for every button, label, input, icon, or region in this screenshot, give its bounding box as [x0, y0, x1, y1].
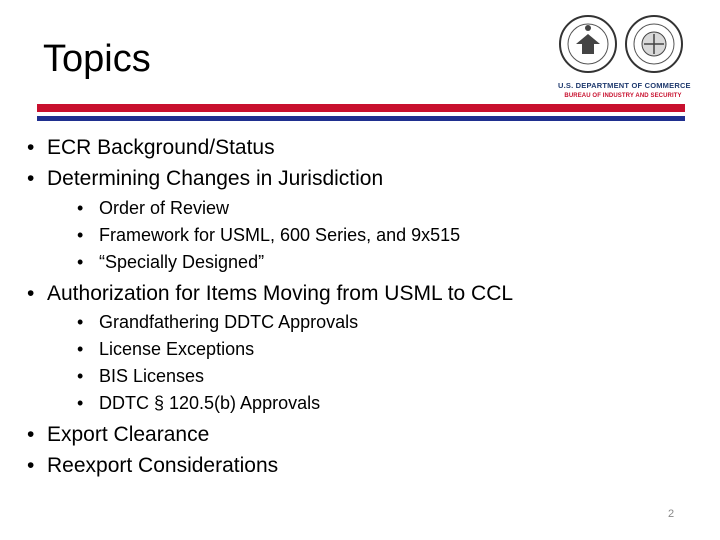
bullet-item — [27, 454, 278, 478]
logo-line1: U.S. DEPARTMENT OF COMMERCE — [558, 81, 691, 90]
bullet-dot-icon: • — [27, 454, 35, 477]
bullet-text: Reexport Considerations — [47, 454, 279, 477]
doc-logo — [558, 14, 691, 104]
bullet-text: Grandfathering DDTC Approvals — [99, 312, 359, 332]
bullet-dot-icon: • — [27, 136, 35, 159]
sub-bullet-item — [77, 393, 320, 414]
bullet-text: BIS Licenses — [99, 366, 205, 386]
bullet-text: Framework for USML, 600 Series, and 9x515 — [99, 225, 461, 245]
slide-title: Topics — [43, 38, 151, 80]
sub-bullet-item — [77, 366, 204, 387]
logo-line2: BUREAU OF INDUSTRY AND SECURITY — [564, 93, 682, 99]
sub-bullet-item — [77, 339, 254, 360]
header-rule-red — [37, 104, 685, 112]
bullet-dot-icon: • — [27, 167, 35, 190]
page-number: 2 — [668, 508, 675, 520]
bullet-text: Export Clearance — [47, 423, 210, 446]
sub-bullet-item — [77, 198, 229, 219]
bullet-dot-icon: • — [77, 225, 84, 245]
bullet-text: ECR Background/Status — [47, 136, 275, 159]
logo-text — [558, 80, 691, 102]
bullet-dot-icon: • — [77, 366, 84, 386]
bis-seal-icon — [624, 14, 684, 74]
sub-bullet-item — [77, 312, 358, 333]
bullet-dot-icon: • — [77, 312, 84, 332]
bullet-text: “Specially Designed” — [99, 252, 265, 272]
bullet-text: Determining Changes in Jurisdiction — [47, 167, 384, 190]
sub-bullet-item — [77, 252, 264, 273]
bullet-item — [27, 423, 209, 447]
bullet-text: Authorization for Items Moving from USML to CCL — [47, 282, 514, 305]
bullet-dot-icon: • — [27, 423, 35, 446]
bullet-item — [27, 282, 513, 306]
bullet-dot-icon: • — [77, 339, 84, 359]
bullet-item — [27, 136, 275, 160]
bullet-dot-icon: • — [27, 282, 35, 305]
bullet-text: License Exceptions — [99, 339, 255, 359]
bullet-text: Order of Review — [99, 198, 230, 218]
bullet-text: DDTC § 120.5(b) Approvals — [99, 393, 321, 413]
commerce-seal-icon — [558, 14, 618, 74]
header-rule-blue — [37, 116, 685, 121]
bullet-dot-icon: • — [77, 198, 84, 218]
bullet-item — [27, 167, 383, 191]
bullet-dot-icon: • — [77, 393, 84, 413]
sub-bullet-item — [77, 225, 460, 246]
bullet-dot-icon: • — [77, 252, 84, 272]
